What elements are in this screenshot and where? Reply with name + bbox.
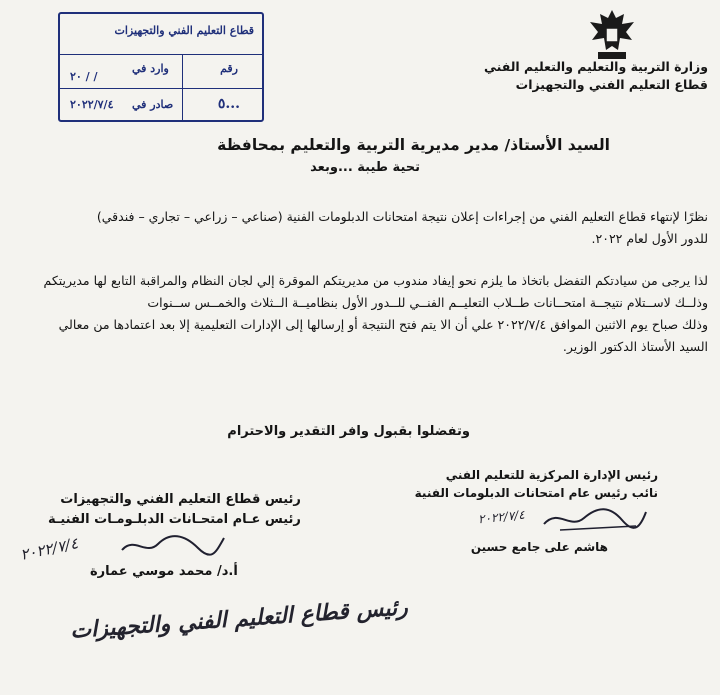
stamp-number-label: رقم xyxy=(220,62,238,75)
paragraph-1 xyxy=(18,206,708,250)
stamp-top-text: قطاع التعليم الفني والتجهيزات xyxy=(114,24,254,37)
left-signature-scribble xyxy=(118,530,228,560)
right-signature-scribble xyxy=(540,500,650,536)
ministry-line-2: قطاع التعليم الفني والتجهيزات xyxy=(515,77,708,92)
paragraph-1-line-1: نظرًا لإنتهاء قطاع التعليم الفني من إجراءات إعلان نتيجة امتحانات الدبلومات الفنية (صناعي – زراعي – تجاري – فندقي) xyxy=(96,209,708,224)
stamp-number-value: ٥... xyxy=(217,96,240,112)
closing-line: وتفضلوا بقبول وافر التقدير والاحترام xyxy=(227,424,470,439)
right-title-1: رئيس الإدارة المركزية للتعليم الفني xyxy=(445,468,658,482)
eagle-emblem-icon xyxy=(584,6,640,64)
right-handwritten-date: ٢٠٢٢/٧/٤ xyxy=(477,507,526,527)
left-signatory-name: أ.د/ محمد موسي عمارة xyxy=(90,564,238,579)
left-signature-titles xyxy=(48,490,301,530)
stamp-incoming-date: ٢٠ / / xyxy=(70,70,98,83)
right-signature-titles xyxy=(415,466,658,502)
greeting-line: تحية طيبة ...وبعد xyxy=(310,160,420,175)
addressee-line: السيد الأستاذ/ مدير مديرية التربية والتعليم بمحافظة xyxy=(217,136,610,154)
ministry-header xyxy=(484,58,708,94)
right-title-2: نائب رئيس عام امتحانات الدبلومات الفنية xyxy=(414,486,658,500)
paragraph-2-line-2: وذلــك لاســتلام نتيجــة امتحــانات طــلاب التعليــم الفنــي للــدور الأول بنظاميــة الــثلاث والخمــس ســنوات xyxy=(147,295,708,310)
paragraph-2-line-1: لذا يرجى من سيادتكم التفضل باتخاذ ما يلزم نحو إيفاد مندوب من مديريتكم الموقرة إلي لجان النظام والمراقبة التابع لها مديريتكم xyxy=(43,273,708,288)
paragraph-2-line-3: وذلك صباح يوم الاثنين الموافق ٢٠٢٢/٧/٤ علي أن الا يتم فتح النتيجة أو إرسالها إلى الإدارات التعليمية إلا بعد اعتمادها من معالي xyxy=(58,317,708,332)
paragraph-2 xyxy=(18,270,708,358)
stamp-outgoing-date: ٢٠٢٢/٧/٤ xyxy=(70,98,114,111)
right-signatory-name: هاشم على جامع حسين xyxy=(470,540,608,554)
stamp-incoming-label: وارد في xyxy=(132,62,169,75)
ministry-line-1: وزارة التربية والتعليم والتعليم الفني xyxy=(483,59,708,74)
receipt-stamp xyxy=(58,12,264,122)
paragraph-2-line-4: السيد الأستاذ الدكتور الوزير. xyxy=(562,339,708,354)
left-title-2: رئيس عـام امتحـانات الدبلـومـات الفنيـة xyxy=(48,512,301,527)
stamp-outgoing-label: صادر في xyxy=(132,98,174,111)
left-handwritten-date: ٢٠٢٢/٧/٤ xyxy=(18,534,80,564)
left-title-1: رئيس قطاع التعليم الفني والتجهيزات xyxy=(60,492,301,507)
handwritten-signature: رئيس قطاع التعليم الفني والتجهيزات xyxy=(69,594,409,644)
paragraph-1-line-2: للدور الأول لعام ٢٠٢٢. xyxy=(591,231,708,246)
